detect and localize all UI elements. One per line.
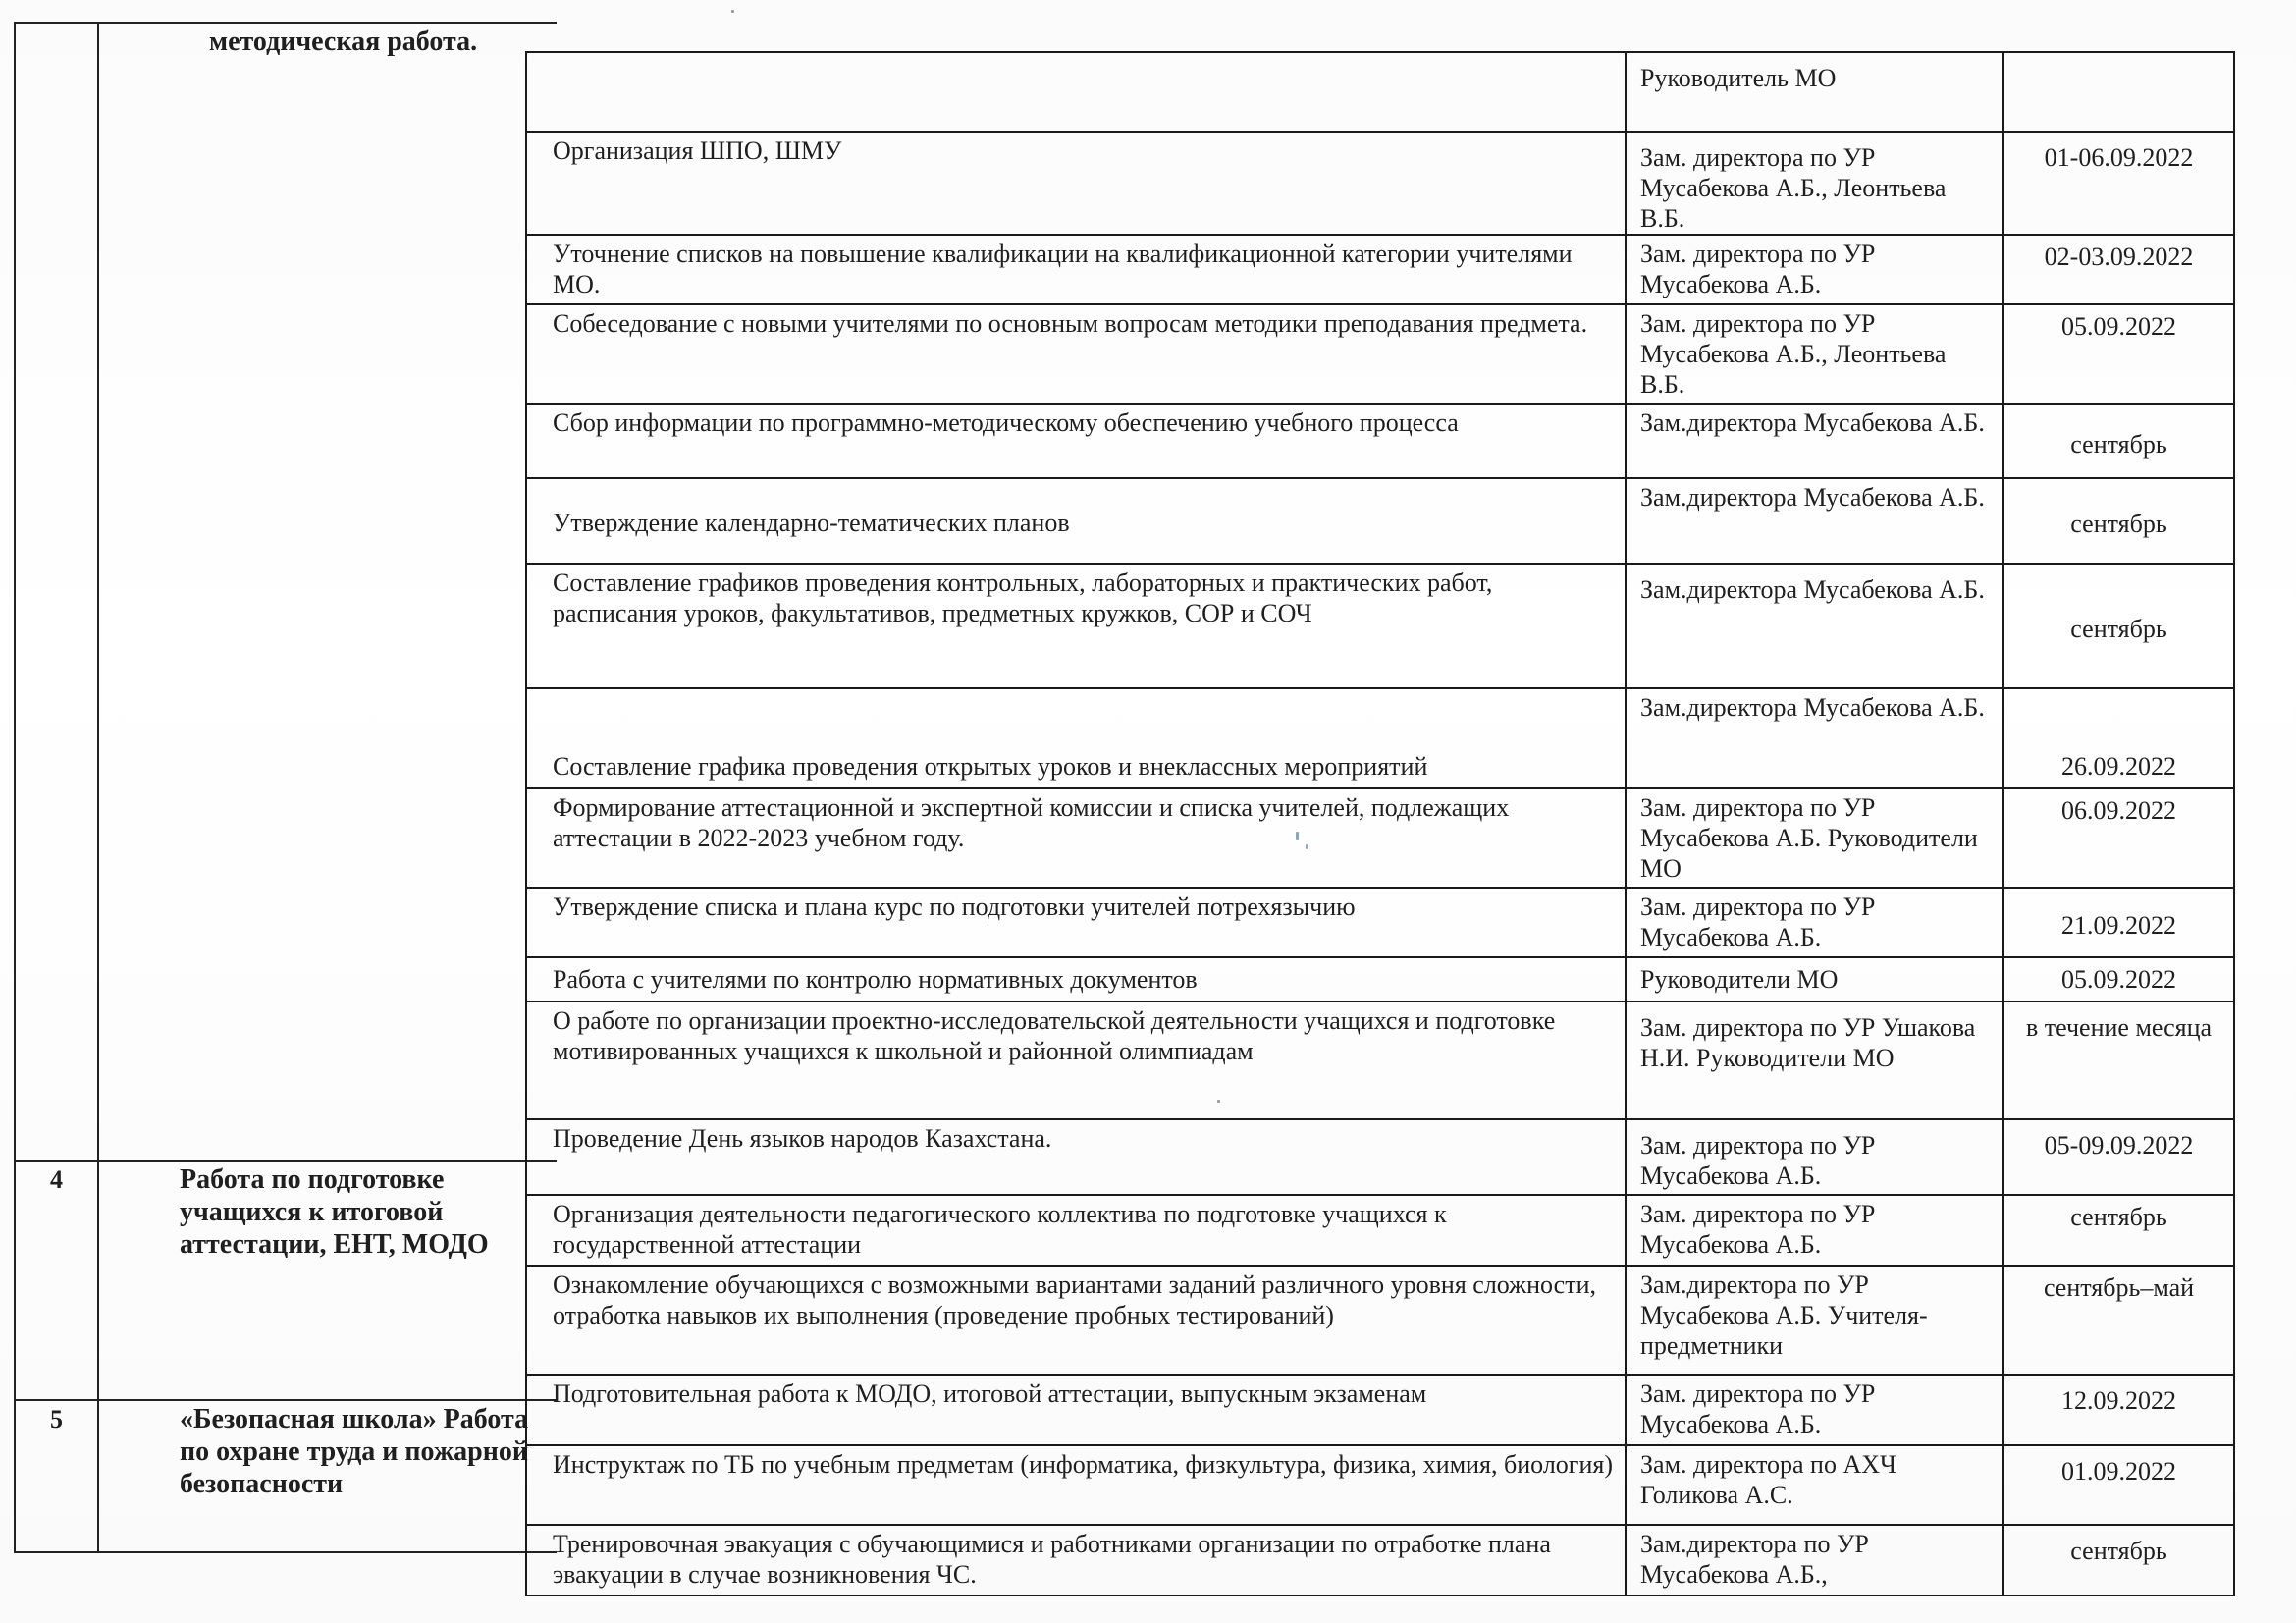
table-row <box>526 235 2234 304</box>
task-cell: Составление графиков проведения контрольных, лабораторных и практических работ, расписания уроков, факультативов, предметных кружков, СОР и СОЧ <box>526 564 1626 688</box>
table-row <box>526 404 2234 478</box>
date-cell: 06.09.2022 <box>2003 788 2234 888</box>
task-cell: Формирование аттестационной и экспертной комиссии и списка учителей, подлежащих аттестации в 2022-2023 учебном году. <box>526 788 1626 888</box>
responsible-cell: Зам. директора по УР Мусабекова А.Б. <box>1626 888 2003 957</box>
table-row <box>526 132 2234 235</box>
table-row <box>526 478 2234 564</box>
date-cell: сентябрь <box>2003 1195 2234 1266</box>
task-cell: Утверждение календарно-тематических планов <box>526 478 1626 564</box>
responsible-cell: Зам. директора по УР Мусабекова А.Б. <box>1626 1375 2003 1445</box>
date-cell: 05-09.09.2022 <box>2003 1119 2234 1195</box>
task-cell: О работе по организации проектно-исследовательской деятельности учащихся и подготовке мотивированных учащихся к школьной и районной олимпиадам <box>526 1001 1626 1119</box>
responsible-cell: Зам. директора по УР Мусабекова А.Б. <box>1626 1119 2003 1195</box>
task-cell: Работа с учителями по контролю нормативных документов <box>526 957 1626 1001</box>
task-cell: Подготовительная работа к МОДО, итоговой аттестации, выпускным экзаменам <box>526 1375 1626 1445</box>
date-cell: 21.09.2022 <box>2003 888 2234 957</box>
task-cell: Ознакомление обучающихся с возможными вариантами заданий различного уровня сложности, отработка навыков их выполнения (проведение пробных тестирований) <box>526 1266 1626 1375</box>
section-number: 4 <box>15 1161 98 1400</box>
responsible-cell: Зам. директора по УР Мусабекова А.Б. Руководители МО <box>1626 788 2003 888</box>
date-cell: сентябрь–май <box>2003 1266 2234 1375</box>
section-row <box>15 1400 557 1552</box>
task-cell: Собеседование с новыми учителями по основным вопросам методики преподавания предмета. <box>526 304 1626 404</box>
responsible-cell: Зам. директора по УР Мусабекова А.Б., Леонтьева В.Б. <box>1626 304 2003 404</box>
date-cell: 01.09.2022 <box>2003 1445 2234 1525</box>
section-title: методическая работа. <box>98 23 557 1161</box>
responsible-cell: Зам.директора Мусабекова А.Б. <box>1626 688 2003 788</box>
table-row <box>526 564 2234 688</box>
date-cell: сентябрь <box>2003 478 2234 564</box>
table-row <box>526 1195 2234 1266</box>
date-cell: 01-06.09.2022 <box>2003 132 2234 235</box>
task-cell: Составление графика проведения открытых уроков и внеклассных мероприятий <box>526 688 1626 788</box>
task-cell: Организация деятельности педагогического коллектива по подготовке учащихся к государственной аттестации <box>526 1195 1626 1266</box>
responsible-cell: Зам.директора по УР Мусабекова А.Б., <box>1626 1525 2003 1596</box>
responsible-cell: Зам.директора Мусабекова А.Б. <box>1626 404 2003 478</box>
plan-table <box>525 51 2235 1596</box>
section-title: Работа по подготовке учащихся к итоговой аттестации, ЕНТ, МОДО <box>98 1161 557 1400</box>
section-title: «Безопасная школа» Работа по охране труда и пожарной безопасности <box>98 1400 557 1552</box>
task-cell: Инструктаж по ТБ по учебным предметам (информатика, физкультура, физика, химия, биология) <box>526 1445 1626 1525</box>
responsible-cell: Зам. директора по УР Мусабекова А.Б. <box>1626 1195 2003 1266</box>
task-cell: Уточнение списков на повышение квалификации на квалификационной категории учителями МО. <box>526 235 1626 304</box>
scan-speck <box>1296 832 1299 840</box>
table-row <box>526 304 2234 404</box>
table-row <box>526 1375 2234 1445</box>
task-cell: Утверждение списка и плана курс по подготовки учителей потрехязычию <box>526 888 1626 957</box>
responsible-cell: Руководитель МО <box>1626 52 2003 132</box>
table-row <box>526 1119 2234 1195</box>
sections-column <box>14 22 557 1553</box>
table-row <box>526 688 2234 788</box>
scan-speck <box>1217 1100 1220 1103</box>
responsible-cell: Зам. директора по УР Мусабекова А.Б., Леонтьева В.Б. <box>1626 132 2003 235</box>
task-cell: Организация ШПО, ШМУ <box>526 132 1626 235</box>
date-cell: 12.09.2022 <box>2003 1375 2234 1445</box>
table-row <box>526 1445 2234 1525</box>
section-row <box>15 1161 557 1400</box>
date-cell: 26.09.2022 <box>2003 688 2234 788</box>
responsible-cell: Зам.директора по УР Мусабекова А.Б. Учителя-предметники <box>1626 1266 2003 1375</box>
date-cell <box>2003 52 2234 132</box>
table-row <box>526 957 2234 1001</box>
responsible-cell: Зам. директора по УР Ушакова Н.И. Руководители МО <box>1626 1001 2003 1119</box>
table-row <box>526 788 2234 888</box>
responsible-cell: Зам. директора по АХЧ Голикова А.С. <box>1626 1445 2003 1525</box>
responsible-cell: Зам.директора Мусабекова А.Б. <box>1626 478 2003 564</box>
date-cell: сентябрь <box>2003 564 2234 688</box>
task-cell <box>526 52 1626 132</box>
scan-speck <box>731 10 734 13</box>
date-cell: в течение месяца <box>2003 1001 2234 1119</box>
task-cell: Сбор информации по программно-методическому обеспечению учебного процесса <box>526 404 1626 478</box>
task-cell: Проведение День языков народов Казахстана. <box>526 1119 1626 1195</box>
responsible-cell: Зам. директора по УР Мусабекова А.Б. <box>1626 235 2003 304</box>
section-number <box>15 23 98 1161</box>
responsible-cell: Зам.директора Мусабекова А.Б. <box>1626 564 2003 688</box>
section-number: 5 <box>15 1400 98 1552</box>
table-row <box>526 1001 2234 1119</box>
section-row <box>15 23 557 1161</box>
date-cell: 05.09.2022 <box>2003 957 2234 1001</box>
date-cell: сентябрь <box>2003 1525 2234 1596</box>
table-row <box>526 1525 2234 1596</box>
table-row <box>526 52 2234 132</box>
date-cell: сентябрь <box>2003 404 2234 478</box>
date-cell: 05.09.2022 <box>2003 304 2234 404</box>
date-cell: 02-03.09.2022 <box>2003 235 2234 304</box>
responsible-cell: Руководители МО <box>1626 957 2003 1001</box>
scan-speck <box>1306 844 1308 849</box>
table-row <box>526 1266 2234 1375</box>
table-row <box>526 888 2234 957</box>
task-cell: Тренировочная эвакуация с обучающимися и работниками организации по отработке плана эвакуации в случае возникновения ЧС. <box>526 1525 1626 1596</box>
